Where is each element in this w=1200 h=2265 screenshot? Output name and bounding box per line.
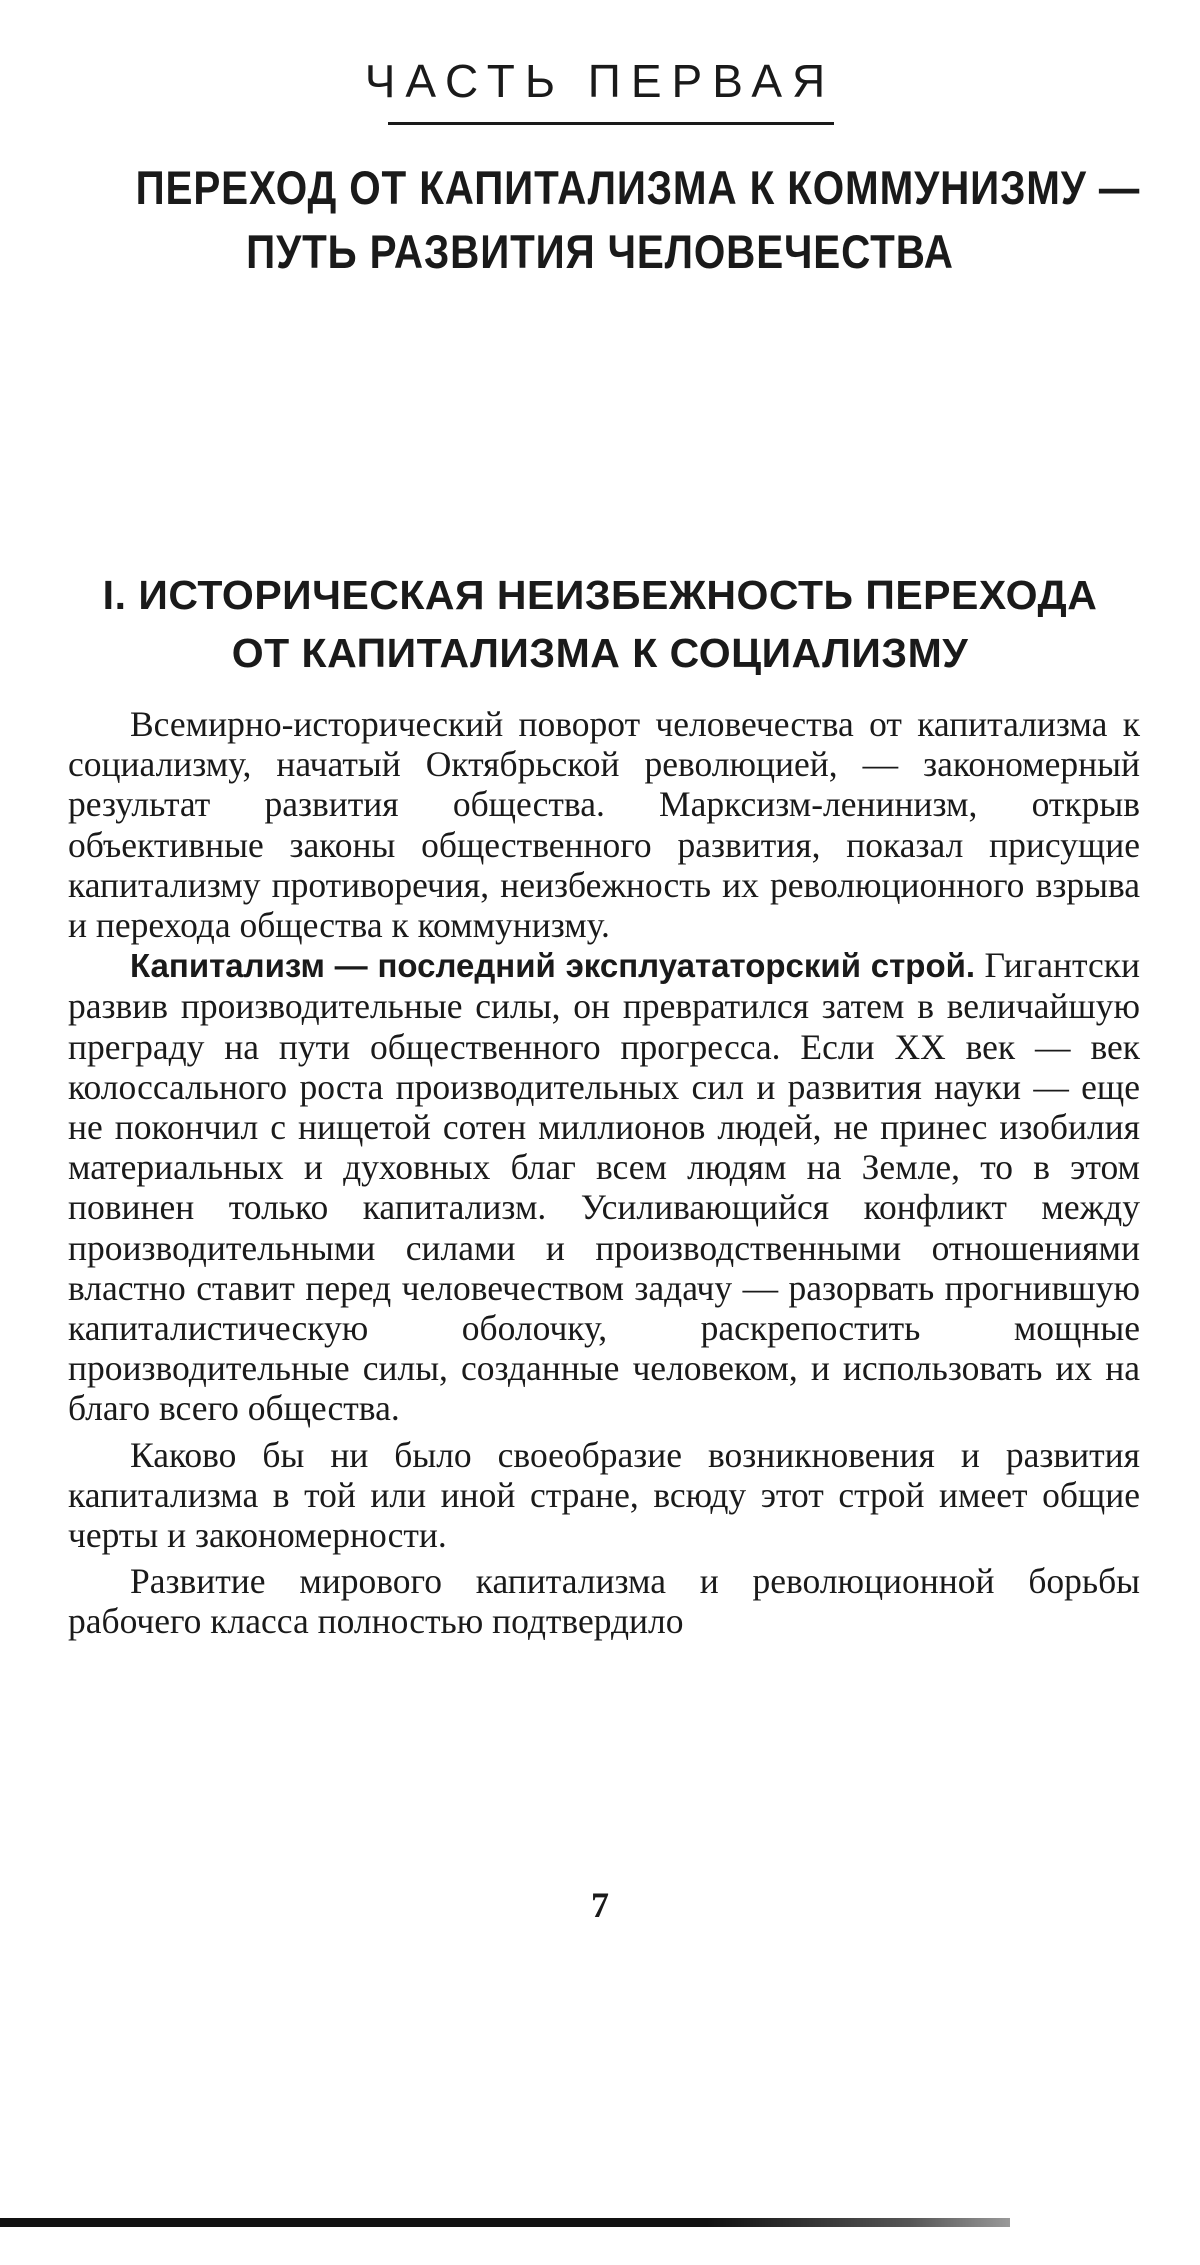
section-title (60, 566, 1140, 682)
paragraph-3: Каково бы ни было своеобразие возникновения и развития капитализма в той или иной стране, всюду этот строй имеет общие черты и закономерности. (68, 1434, 1140, 1556)
page-bottom-edge-line (0, 2218, 1010, 2227)
main-title-line-1: ПЕРЕХОД ОТ КАПИТАЛИЗМА К КОММУНИЗМУ — (135, 161, 1141, 214)
paragraph-1: Всемирно-исторический поворот человечества от капитализма к социализму, начатый Октябрьской революцией, — закономерный результат развития общества. Марксизм-ленинизм, открыв объективные законы общественного развития, показал присущие капитализму противоречия, неизбежность их революционного взрыва и перехода общества к коммунизму. (68, 704, 1140, 946)
paragraph-2-text: Гигантски развив производительные силы, он превратился затем в величайшую преграду на пути общественного прогресса. Если XX век — век колоссального роста производительных сил и развития науки — еще не покончил с нищетой сотен миллионов людей, не принес изобилия материальных и духовных благ всем людям на Земле, то в этом повинен только капитализм. Усиливающийся конфликт между производительными силами и производственными отношениями властно ставит перед человечеством задачу — разорвать прогнившую капиталистическую оболочку, раскрепостить мощные производительные силы, созданные человеком, и использовать их на благо всего общества. (68, 945, 1140, 1429)
part-title: ЧАСТЬ ПЕРВАЯ (364, 55, 836, 107)
main-title (135, 156, 1141, 284)
section-title-line-2: ОТ КАПИТАЛИЗМА К СОЦИАЛИЗМУ (231, 630, 969, 676)
paragraph-2-lead: Капитализм — последний эксплуататорский строй. (130, 947, 976, 985)
main-title-line-2: ПУТЬ РАЗВИТИЯ ЧЕЛОВЕЧЕСТВА (246, 225, 954, 278)
section-title-line-1: I. ИСТОРИЧЕСКАЯ НЕИЗБЕЖНОСТЬ ПЕРЕХОДА (102, 572, 1098, 618)
part-title-underline (388, 122, 834, 125)
paragraph-2 (68, 945, 1140, 1428)
paragraph-4: Развитие мирового капитализма и революционной борьбы рабочего класса полностью подтвердило (68, 1561, 1140, 1642)
body-text (68, 704, 1140, 1642)
page-number: 7 (591, 1885, 609, 1925)
